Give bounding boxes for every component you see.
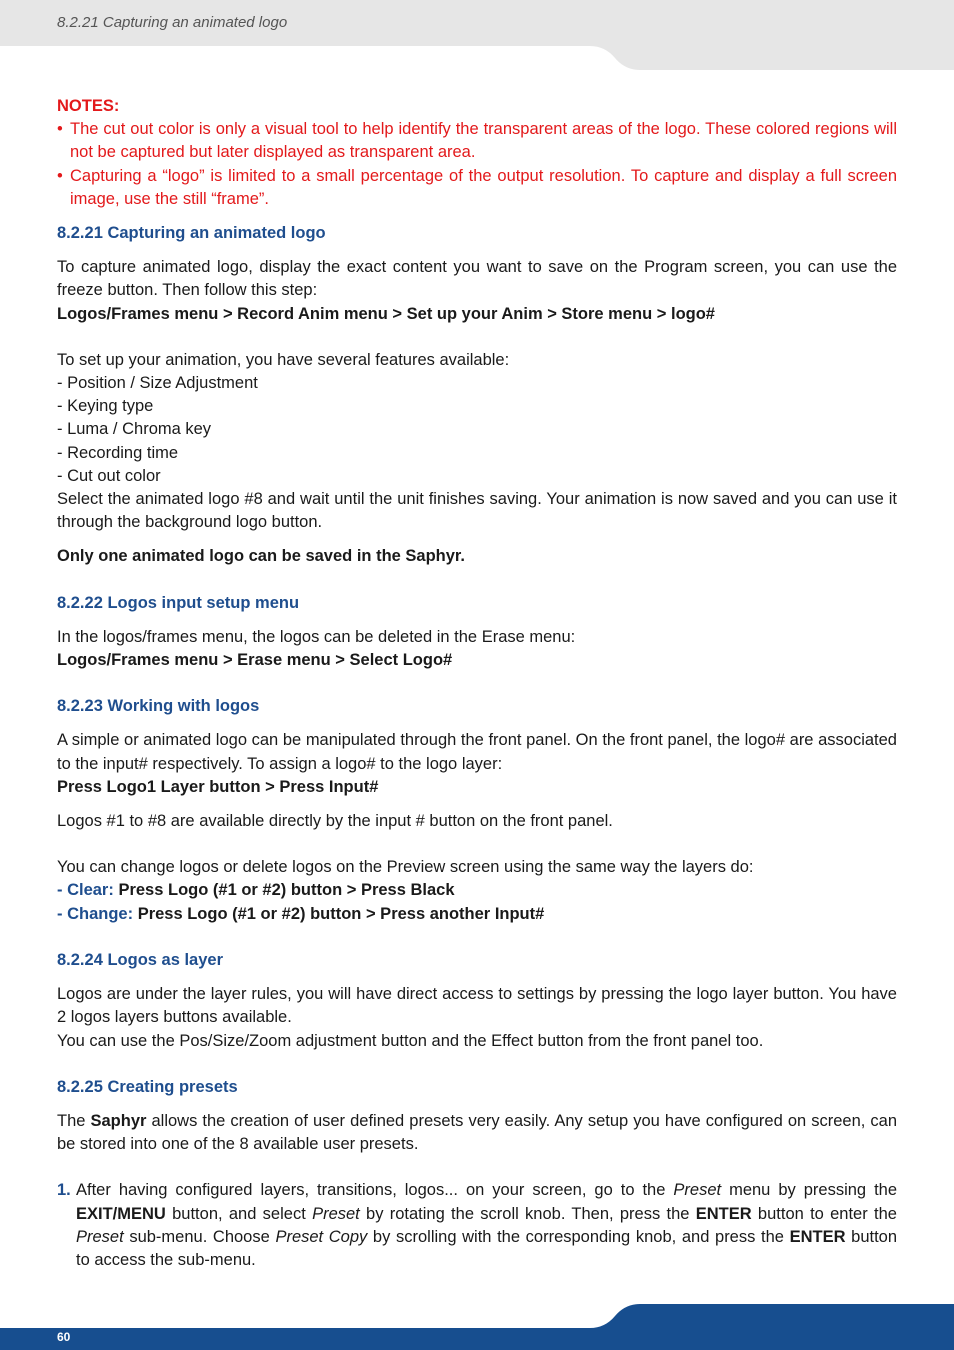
note-item: • Capturing a “logo” is limited to a small percentage of the output resolution. To capture and display a full screen image, use the still “frame”.	[57, 165, 897, 211]
header-band	[0, 0, 954, 70]
feature-item: - Luma / Chroma key	[57, 420, 212, 439]
menu-path: Press Logo1 Layer button > Press Input#	[57, 777, 379, 796]
page-number: 60	[57, 1330, 71, 1344]
numbered-step: 1. After having configured layers, transitions, logos... on your screen, go to the Preset menu by pressing the EXIT/MENU button, and select Preset by rotating the scroll knob. Then, press the ENTER button to enter the Preset sub-menu. Choose Preset Copy by scrolling with the corresponding knob, and press the ENTER button to access the sub-menu.	[57, 1179, 897, 1272]
paragraph: Logos are under the layer rules, you will have direct access to settings by pressing the logo layer button. You have 2 logos layers buttons available.	[57, 985, 897, 1027]
paragraph: To set up your animation, you have several features available:	[57, 350, 510, 369]
paragraph: Select the animated logo #8 and wait until the unit finishes saving. Your animation is now saved and you can use it through the background logo button.	[57, 490, 897, 532]
section-heading: 8.2.25 Creating presets	[57, 1077, 238, 1096]
feature-item: - Cut out color	[57, 466, 161, 485]
notes-block	[57, 95, 897, 211]
feature-item: - Recording time	[57, 443, 179, 462]
paragraph: A simple or animated logo can be manipulated through the front panel. On the front panel, the logo# are associated to the input# respectively. To assign a logo# to the logo layer:	[57, 731, 897, 773]
feature-list	[57, 372, 897, 488]
feature-item: - Position / Size Adjustment	[57, 374, 258, 393]
page-content	[57, 95, 897, 1272]
paragraph: You can change logos or delete logos on the Preview screen using the same way the layers do:	[57, 858, 754, 877]
menu-path: Logos/Frames menu > Erase menu > Select Logo#	[57, 651, 453, 670]
clear-label: - Clear:	[57, 881, 114, 900]
running-header-title: 8.2.21 Capturing an animated logo	[57, 14, 288, 31]
paragraph: The Saphyr allows the creation of user defined presets very easily. Any setup you have configured on screen, can be stored into one of the 8 available user presets.	[57, 1111, 897, 1154]
feature-item: - Keying type	[57, 397, 154, 416]
change-instruction: - Change: Press Logo (#1 or #2) button > Press another Input#	[57, 904, 545, 923]
paragraph: You can use the Pos/Size/Zoom adjustment button and the Effect button from the front panel too.	[57, 1031, 764, 1050]
step-number: 1.	[57, 1181, 71, 1200]
bold-note: Only one animated logo can be saved in the Saphyr.	[57, 547, 466, 566]
paragraph: Logos #1 to #8 are available directly by the input # button on the front panel.	[57, 812, 613, 831]
section-heading: 8.2.23 Working with logos	[57, 697, 260, 716]
footer-band	[0, 1300, 954, 1350]
menu-path: Logos/Frames menu > Record Anim menu > Set up your Anim > Store menu > logo#	[57, 304, 715, 323]
bullet-icon: •	[57, 120, 63, 139]
paragraph: In the logos/frames menu, the logos can be deleted in the Erase menu:	[57, 627, 576, 646]
clear-instruction: - Clear: Press Logo (#1 or #2) button > Press Black	[57, 881, 455, 900]
section-heading: 8.2.24 Logos as layer	[57, 950, 224, 969]
paragraph: To capture animated logo, display the exact content you want to save on the Program screen, you can use the freeze button. Then follow this step:	[57, 258, 897, 300]
bullet-icon: •	[57, 166, 63, 185]
change-label: - Change:	[57, 904, 134, 923]
section-heading: 8.2.22 Logos input setup menu	[57, 593, 300, 612]
note-item: • The cut out color is only a visual tool to help identify the transparent areas of the logo. These colored regions will not be captured but later displayed as transparent area.	[57, 118, 897, 164]
section-heading: 8.2.21 Capturing an animated logo	[57, 224, 326, 243]
notes-title: NOTES:	[57, 97, 120, 115]
